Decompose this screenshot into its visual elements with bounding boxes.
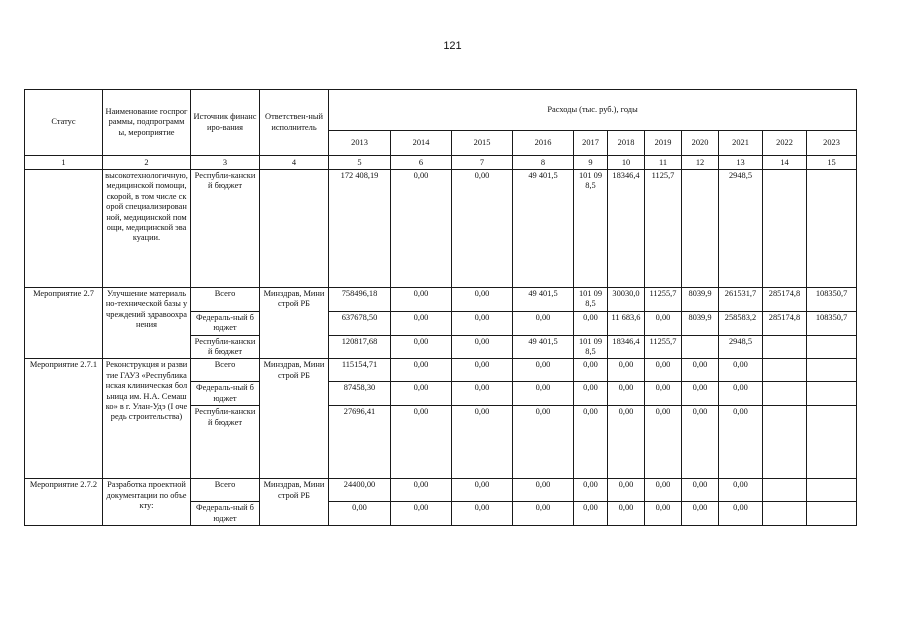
value-cell: 637678,50 <box>329 311 391 335</box>
value-cell: 0,00 <box>513 479 574 502</box>
name-cell: Разработка проектной документации по объекту: <box>103 479 191 526</box>
value-cell: 30030,0 <box>608 288 645 312</box>
header-year: 2019 <box>645 131 682 156</box>
value-cell <box>763 479 807 502</box>
col-number: 15 <box>807 156 857 170</box>
col-number: 13 <box>719 156 763 170</box>
value-cell: 24400,00 <box>329 479 391 502</box>
value-cell: 49 401,5 <box>513 170 574 288</box>
table-row <box>25 479 857 502</box>
value-cell: 0,00 <box>719 406 763 479</box>
table-row <box>25 359 857 382</box>
status-cell <box>25 170 103 288</box>
value-cell: 0,00 <box>682 406 719 479</box>
value-cell: 0,00 <box>329 502 391 526</box>
value-cell: 0,00 <box>645 406 682 479</box>
value-cell: 0,00 <box>513 359 574 382</box>
value-cell: 0,00 <box>645 311 682 335</box>
header-name: Наименование госпрограммы, подпрограммы, мероприятие <box>103 90 191 156</box>
value-cell: 49 401,5 <box>513 335 574 359</box>
header-year: 2021 <box>719 131 763 156</box>
value-cell: 758496,18 <box>329 288 391 312</box>
value-cell: 172 408,19 <box>329 170 391 288</box>
value-cell: 115154,71 <box>329 359 391 382</box>
value-cell: 0,00 <box>645 359 682 382</box>
value-cell: 101 098,5 <box>574 288 608 312</box>
value-cell: 0,00 <box>574 479 608 502</box>
value-cell: 0,00 <box>574 359 608 382</box>
header-year: 2017 <box>574 131 608 156</box>
table-row <box>25 288 857 312</box>
value-cell <box>807 170 857 288</box>
value-cell: 0,00 <box>645 502 682 526</box>
value-cell <box>763 406 807 479</box>
value-cell <box>807 502 857 526</box>
source-cell: Республи-канский бюджет <box>191 170 260 288</box>
header-year: 2023 <box>807 131 857 156</box>
source-cell: Республи-канский бюджет <box>191 335 260 359</box>
col-number: 3 <box>191 156 260 170</box>
name-cell: Реконструкция и развитие ГАУЗ «Республиканская клиническая больница им. Н.А. Семашко» в г. Улан-Удэ (I очередь строительства) <box>103 359 191 479</box>
name-cell: Улучшение материально-технической базы учреждений здравоохранения <box>103 288 191 359</box>
table-row <box>25 170 857 288</box>
value-cell: 0,00 <box>719 382 763 406</box>
value-cell: 49 401,5 <box>513 288 574 312</box>
col-number: 1 <box>25 156 103 170</box>
status-cell: Мероприятие 2.7.1 <box>25 359 103 479</box>
value-cell: 27696,41 <box>329 406 391 479</box>
value-cell: 0,00 <box>391 359 452 382</box>
value-cell: 0,00 <box>574 382 608 406</box>
status-cell: Мероприятие 2.7 <box>25 288 103 359</box>
value-cell: 87458,30 <box>329 382 391 406</box>
col-number: 8 <box>513 156 574 170</box>
value-cell <box>763 382 807 406</box>
header-year: 2016 <box>513 131 574 156</box>
source-cell: Республи-канский бюджет <box>191 406 260 479</box>
value-cell <box>807 335 857 359</box>
value-cell: 258583,2 <box>719 311 763 335</box>
value-cell: 108350,7 <box>807 311 857 335</box>
col-number: 11 <box>645 156 682 170</box>
value-cell: 0,00 <box>608 502 645 526</box>
value-cell: 0,00 <box>645 479 682 502</box>
executor-cell: Минздрав, Министрой РБ <box>260 288 329 359</box>
value-cell: 0,00 <box>719 502 763 526</box>
col-number: 4 <box>260 156 329 170</box>
value-cell: 0,00 <box>452 502 513 526</box>
header-year: 2015 <box>452 131 513 156</box>
value-cell: 0,00 <box>608 406 645 479</box>
header-source: Источник финансиро-вания <box>191 90 260 156</box>
header-year: 2020 <box>682 131 719 156</box>
value-cell: 0,00 <box>682 382 719 406</box>
source-cell: Всего <box>191 288 260 312</box>
value-cell: 0,00 <box>452 288 513 312</box>
value-cell <box>682 335 719 359</box>
value-cell <box>807 479 857 502</box>
col-number: 6 <box>391 156 452 170</box>
col-number: 7 <box>452 156 513 170</box>
source-cell: Федераль-ный бюджет <box>191 311 260 335</box>
value-cell: 0,00 <box>608 359 645 382</box>
value-cell: 2948,5 <box>719 335 763 359</box>
value-cell: 11 683,6 <box>608 311 645 335</box>
value-cell: 0,00 <box>452 359 513 382</box>
value-cell: 0,00 <box>452 406 513 479</box>
col-number: 14 <box>763 156 807 170</box>
value-cell <box>807 406 857 479</box>
value-cell: 0,00 <box>682 479 719 502</box>
value-cell <box>682 170 719 288</box>
value-cell: 0,00 <box>452 479 513 502</box>
value-cell: 0,00 <box>391 288 452 312</box>
value-cell <box>763 502 807 526</box>
header-year: 2022 <box>763 131 807 156</box>
col-number: 2 <box>103 156 191 170</box>
value-cell <box>807 382 857 406</box>
executor-cell: Минздрав, Министрой РБ <box>260 479 329 526</box>
header-year: 2018 <box>608 131 645 156</box>
value-cell: 0,00 <box>719 479 763 502</box>
page-number: 121 <box>443 40 462 52</box>
value-cell: 0,00 <box>513 382 574 406</box>
header-year: 2013 <box>329 131 391 156</box>
value-cell: 261531,7 <box>719 288 763 312</box>
value-cell <box>807 359 857 382</box>
value-cell <box>763 335 807 359</box>
value-cell: 0,00 <box>452 382 513 406</box>
value-cell: 0,00 <box>391 311 452 335</box>
value-cell: 0,00 <box>574 311 608 335</box>
value-cell: 101 098,5 <box>574 170 608 288</box>
value-cell: 18346,4 <box>608 170 645 288</box>
value-cell: 0,00 <box>574 406 608 479</box>
source-cell: Всего <box>191 479 260 502</box>
executor-cell: Минздрав, Министрой РБ <box>260 359 329 479</box>
value-cell: 0,00 <box>682 359 719 382</box>
value-cell: 0,00 <box>452 335 513 359</box>
header-status: Статус <box>25 90 103 156</box>
col-number: 10 <box>608 156 645 170</box>
value-cell: 8039,9 <box>682 288 719 312</box>
header-year: 2014 <box>391 131 452 156</box>
value-cell: 2948,5 <box>719 170 763 288</box>
header-executor: Ответствен-ный исполнитель <box>260 90 329 156</box>
value-cell: 108350,7 <box>807 288 857 312</box>
header-expenses: Расходы (тыс. руб.), годы <box>329 90 857 131</box>
col-number: 9 <box>574 156 608 170</box>
value-cell: 18346,4 <box>608 335 645 359</box>
value-cell: 0,00 <box>645 382 682 406</box>
value-cell: 0,00 <box>719 359 763 382</box>
value-cell: 1125,7 <box>645 170 682 288</box>
value-cell: 11255,7 <box>645 335 682 359</box>
col-number: 5 <box>329 156 391 170</box>
executor-cell <box>260 170 329 288</box>
value-cell: 0,00 <box>391 406 452 479</box>
value-cell: 0,00 <box>391 335 452 359</box>
value-cell: 0,00 <box>391 170 452 288</box>
source-cell: Всего <box>191 359 260 382</box>
value-cell <box>763 170 807 288</box>
value-cell: 0,00 <box>513 406 574 479</box>
value-cell: 0,00 <box>513 502 574 526</box>
value-cell: 285174,8 <box>763 311 807 335</box>
name-cell: высокотехнологичную, медицинской помощи, скорой, в том числе скорой специализированной, медицинской помощи, медицинской эвакуации. <box>103 170 191 288</box>
value-cell <box>763 359 807 382</box>
value-cell: 0,00 <box>513 311 574 335</box>
value-cell: 0,00 <box>452 311 513 335</box>
col-number: 12 <box>682 156 719 170</box>
value-cell: 285174,8 <box>763 288 807 312</box>
value-cell: 8039,9 <box>682 311 719 335</box>
value-cell: 0,00 <box>682 502 719 526</box>
status-cell: Мероприятие 2.7.2 <box>25 479 103 526</box>
value-cell: 120817,68 <box>329 335 391 359</box>
value-cell: 0,00 <box>574 502 608 526</box>
source-cell: Федераль-ный бюджет <box>191 382 260 406</box>
value-cell: 11255,7 <box>645 288 682 312</box>
budget-table <box>24 89 857 526</box>
value-cell: 0,00 <box>391 479 452 502</box>
value-cell: 0,00 <box>608 479 645 502</box>
value-cell: 0,00 <box>391 502 452 526</box>
value-cell: 101 098,5 <box>574 335 608 359</box>
source-cell: Федераль-ный бюджет <box>191 502 260 526</box>
value-cell: 0,00 <box>608 382 645 406</box>
value-cell: 0,00 <box>452 170 513 288</box>
value-cell: 0,00 <box>391 382 452 406</box>
